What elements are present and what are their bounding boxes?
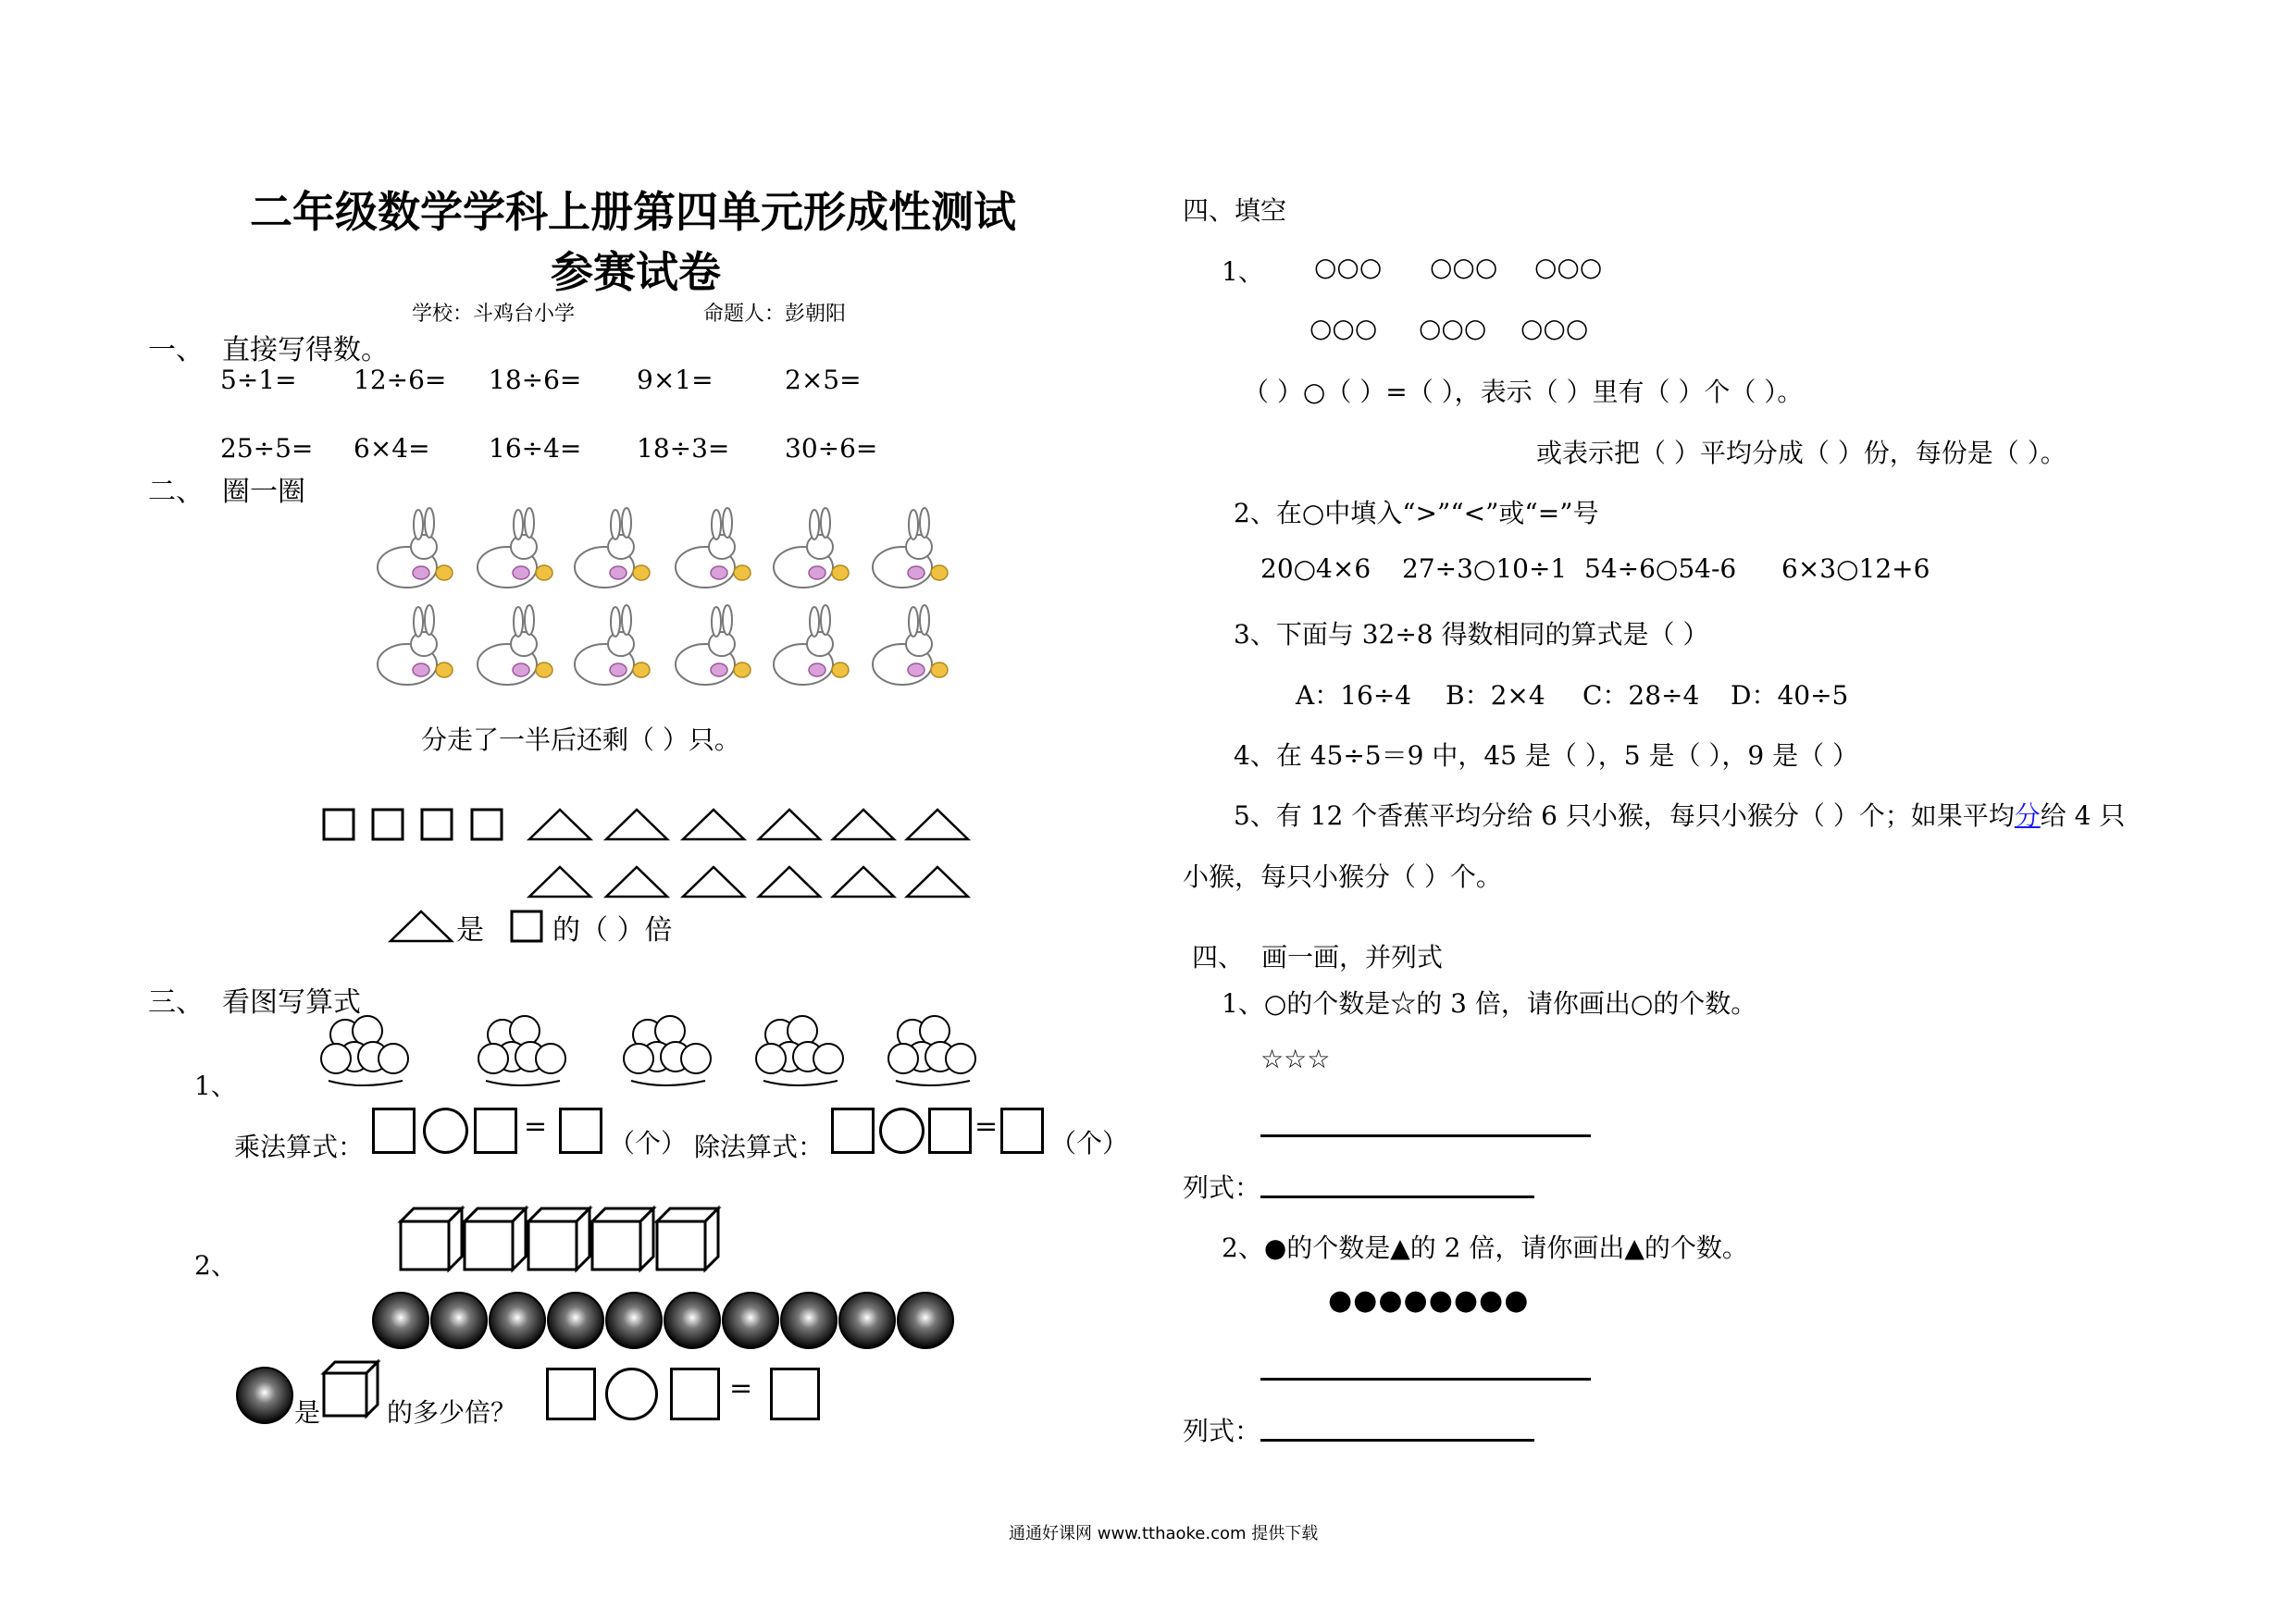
fill-q5-line2: 小猴，每只小猴分（ ）个。 xyxy=(1183,861,1502,892)
section2-heading: 圈一圈 xyxy=(222,476,305,508)
formula-line[interactable] xyxy=(1260,1439,1534,1442)
times-question: 的（ ）倍 xyxy=(552,914,673,947)
ball-icon xyxy=(373,1293,428,1348)
author-label: 命题人：彭朝阳 xyxy=(703,303,847,326)
choice-option: C：28÷4 xyxy=(1582,680,1700,711)
fill-q5-part-a: 5、有 12 个香蕉平均分给 6 只小猴，每只小猴分（ ）个；如果平均 xyxy=(1234,800,2015,831)
arith-item: 2×5= xyxy=(785,365,862,395)
circle-group: ○○○ xyxy=(1309,313,1378,343)
section3-number: 三、 xyxy=(148,986,204,1019)
arith-item: 18÷3= xyxy=(637,433,730,464)
school-label: 学校：斗鸡台小学 xyxy=(412,303,576,326)
compare-item: 27÷3○10÷1 xyxy=(1402,553,1568,584)
equals-sign: = xyxy=(729,1372,753,1405)
ball-icon xyxy=(781,1293,837,1348)
compare-item: 20○4×6 xyxy=(1260,553,1371,584)
compare-item: 54÷6○54-6 xyxy=(1584,553,1737,584)
cube-side-face xyxy=(705,1208,718,1270)
fen-link[interactable]: 分 xyxy=(2014,800,2041,831)
arith-item: 5÷1= xyxy=(220,365,297,395)
circle-group: ○○○ xyxy=(1430,252,1498,282)
answer-box[interactable] xyxy=(546,1368,596,1420)
section3-heading: 看图写算式 xyxy=(222,986,361,1019)
unit-label: （个） xyxy=(1050,1128,1129,1158)
cube-icon xyxy=(657,1221,705,1270)
ball-icon xyxy=(898,1293,953,1348)
ball-icon xyxy=(490,1293,545,1348)
arith-item: 6×4= xyxy=(354,433,430,464)
arith-item: 30÷6= xyxy=(785,433,878,464)
q2-number: 2、 xyxy=(194,1250,237,1281)
choice-option: A：16÷4 xyxy=(1296,680,1412,711)
fill-q4: 4、在 45÷5＝9 中，45 是（ ），5 是（ ），9 是（ ） xyxy=(1234,740,1858,771)
cube-side-face xyxy=(513,1208,526,1270)
circle-group: ○○○ xyxy=(1520,313,1589,343)
fill-q1-line1: （ ）○（ ）=（ ），表示（ ）里有（ ）个（ ）。 xyxy=(1243,377,1804,407)
formula-line[interactable] xyxy=(1260,1196,1534,1198)
compare-item: 6×3○12+6 xyxy=(1781,553,1930,584)
section1-number: 一、 xyxy=(148,334,204,366)
ball-is-label: 是 xyxy=(294,1397,321,1428)
ball-icon xyxy=(606,1293,662,1348)
page-title: 二年级数学学科上册第四单元形成性测试 xyxy=(250,187,1016,237)
rabbit-question: 分走了一半后还剩（ ）只。 xyxy=(421,725,740,755)
fill-q2: 2、在○中填入“>”“<”或“=”号 xyxy=(1234,498,1599,528)
cube-icon xyxy=(592,1221,640,1270)
ball-icon xyxy=(839,1293,895,1348)
triangle-is-label: 是 xyxy=(456,914,484,947)
section2-number: 二、 xyxy=(148,476,204,508)
cube-side-face xyxy=(577,1208,590,1270)
arith-item: 9×1= xyxy=(637,365,714,395)
draw-q2: 2、●的个数是▲的 2 倍，请你画出▲的个数。 xyxy=(1222,1233,1748,1263)
page-subtitle: 参赛试卷 xyxy=(551,247,721,297)
section5-number: 四、 xyxy=(1192,942,1245,973)
ball-icon xyxy=(237,1368,292,1423)
ball-icon xyxy=(664,1293,720,1348)
footer-credit: 通通好课网 www.tthaoke.com 提供下载 xyxy=(1009,1524,1319,1543)
choice-option: D：40÷5 xyxy=(1731,680,1849,711)
cube-icon xyxy=(528,1221,577,1270)
circle-group: ○○○ xyxy=(1534,252,1603,282)
equals-sign: = xyxy=(974,1110,999,1143)
stars-row: ☆☆☆ xyxy=(1260,1044,1331,1074)
ball-icon xyxy=(723,1293,778,1348)
draw-q1: 1、○的个数是☆的 3 倍，请你画出○的个数。 xyxy=(1222,988,1757,1019)
q1-number: 1、 xyxy=(194,1071,237,1101)
how-many-times-label: 的多少倍？ xyxy=(387,1397,517,1428)
division-label: 除法算式： xyxy=(694,1132,825,1162)
arith-item: 25÷5= xyxy=(220,433,314,464)
choice-option: B：2×4 xyxy=(1446,680,1545,711)
fill-q5 xyxy=(1234,796,2125,833)
operator-circle[interactable] xyxy=(605,1368,658,1420)
equals-sign: = xyxy=(524,1110,548,1143)
circle-group: ○○○ xyxy=(1419,313,1487,343)
cube-icon xyxy=(324,1373,366,1416)
arith-item: 12÷6= xyxy=(354,365,447,395)
arith-item: 18÷6= xyxy=(489,365,582,395)
section5-heading: 画一画，并列式 xyxy=(1261,942,1444,973)
circle-group: ○○○ xyxy=(1314,252,1383,282)
unit-label: （个） xyxy=(609,1128,688,1158)
multiplication-label: 乘法算式： xyxy=(234,1132,365,1162)
cube-side-face xyxy=(366,1362,378,1416)
fill-q1-number: 1、 xyxy=(1222,256,1264,287)
fill-q1-line2: 或表示把（ ）平均分成（ ）份，每份是（ ）。 xyxy=(1536,438,2066,468)
drawing-line[interactable] xyxy=(1260,1134,1591,1137)
section4-heading: 四、填空 xyxy=(1183,195,1287,226)
answer-box[interactable] xyxy=(770,1368,820,1420)
formula-label: 列式： xyxy=(1183,1172,1261,1203)
drawing-line[interactable] xyxy=(1260,1378,1591,1381)
fill-q3: 3、下面与 32÷8 得数相同的算式是（ ） xyxy=(1234,619,1709,650)
answer-box[interactable] xyxy=(670,1368,720,1420)
arith-item: 16÷4= xyxy=(489,433,582,464)
dots-row: ●●●●●●●● xyxy=(1328,1284,1530,1317)
ball-icon xyxy=(431,1293,487,1348)
section1-heading: 直接写得数。 xyxy=(222,334,389,366)
cube-side-face xyxy=(640,1208,653,1270)
formula-label: 列式： xyxy=(1183,1416,1261,1446)
cube-icon xyxy=(401,1221,449,1270)
fill-q5-part-b: 给 4 只 xyxy=(2040,800,2126,831)
cube-icon xyxy=(465,1221,513,1270)
cube-side-face xyxy=(449,1208,462,1270)
ball-icon xyxy=(548,1293,603,1348)
